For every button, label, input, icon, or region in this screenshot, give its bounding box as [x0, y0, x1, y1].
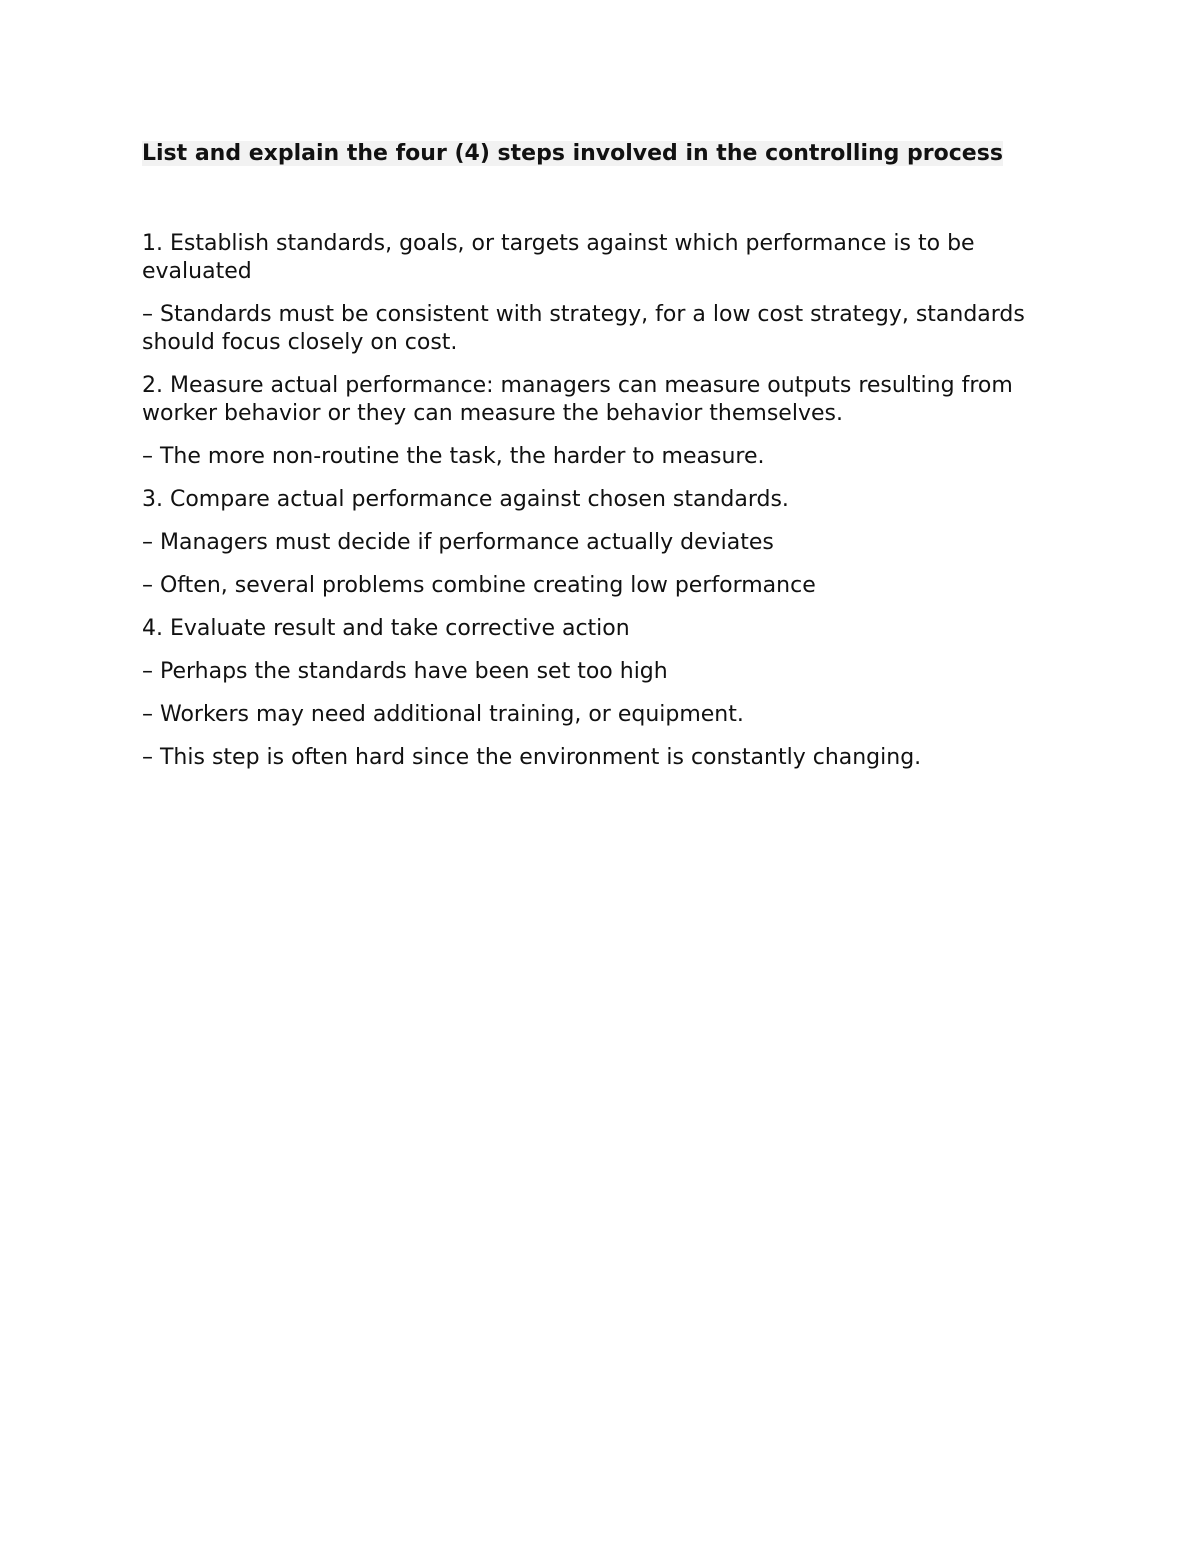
step-4-heading: 4. Evaluate result and take corrective action [142, 616, 630, 641]
step-4-detail-1: – Perhaps the standards have been set too high [142, 659, 668, 684]
document-content [142, 140, 1052, 787]
step-1-detail: – Standards must be consistent with strategy, for a low cost strategy, standards should focus closely on cost. [142, 302, 1025, 355]
step-4-detail-3: – This step is often hard since the environment is constantly changing. [142, 745, 922, 770]
step-2-heading: 2. Measure actual performance: managers can measure outputs resulting from worker behavior or they can measure the behavior themselves. [142, 373, 1013, 426]
document-body [142, 230, 1052, 772]
step-3-detail-2: – Often, several problems combine creating low performance [142, 573, 816, 598]
document-title-text: List and explain the four (4) steps involved in the controlling process [142, 141, 1003, 166]
step-2-detail: – The more non-routine the task, the harder to measure. [142, 444, 765, 469]
step-1-heading: 1. Establish standards, goals, or targets against which performance is to be evaluated [142, 231, 975, 284]
step-4-detail-2: – Workers may need additional training, or equipment. [142, 702, 744, 727]
document-title [142, 140, 1052, 168]
step-3-detail-1: – Managers must decide if performance actually deviates [142, 530, 774, 555]
step-3-heading: 3. Compare actual performance against chosen standards. [142, 487, 789, 512]
